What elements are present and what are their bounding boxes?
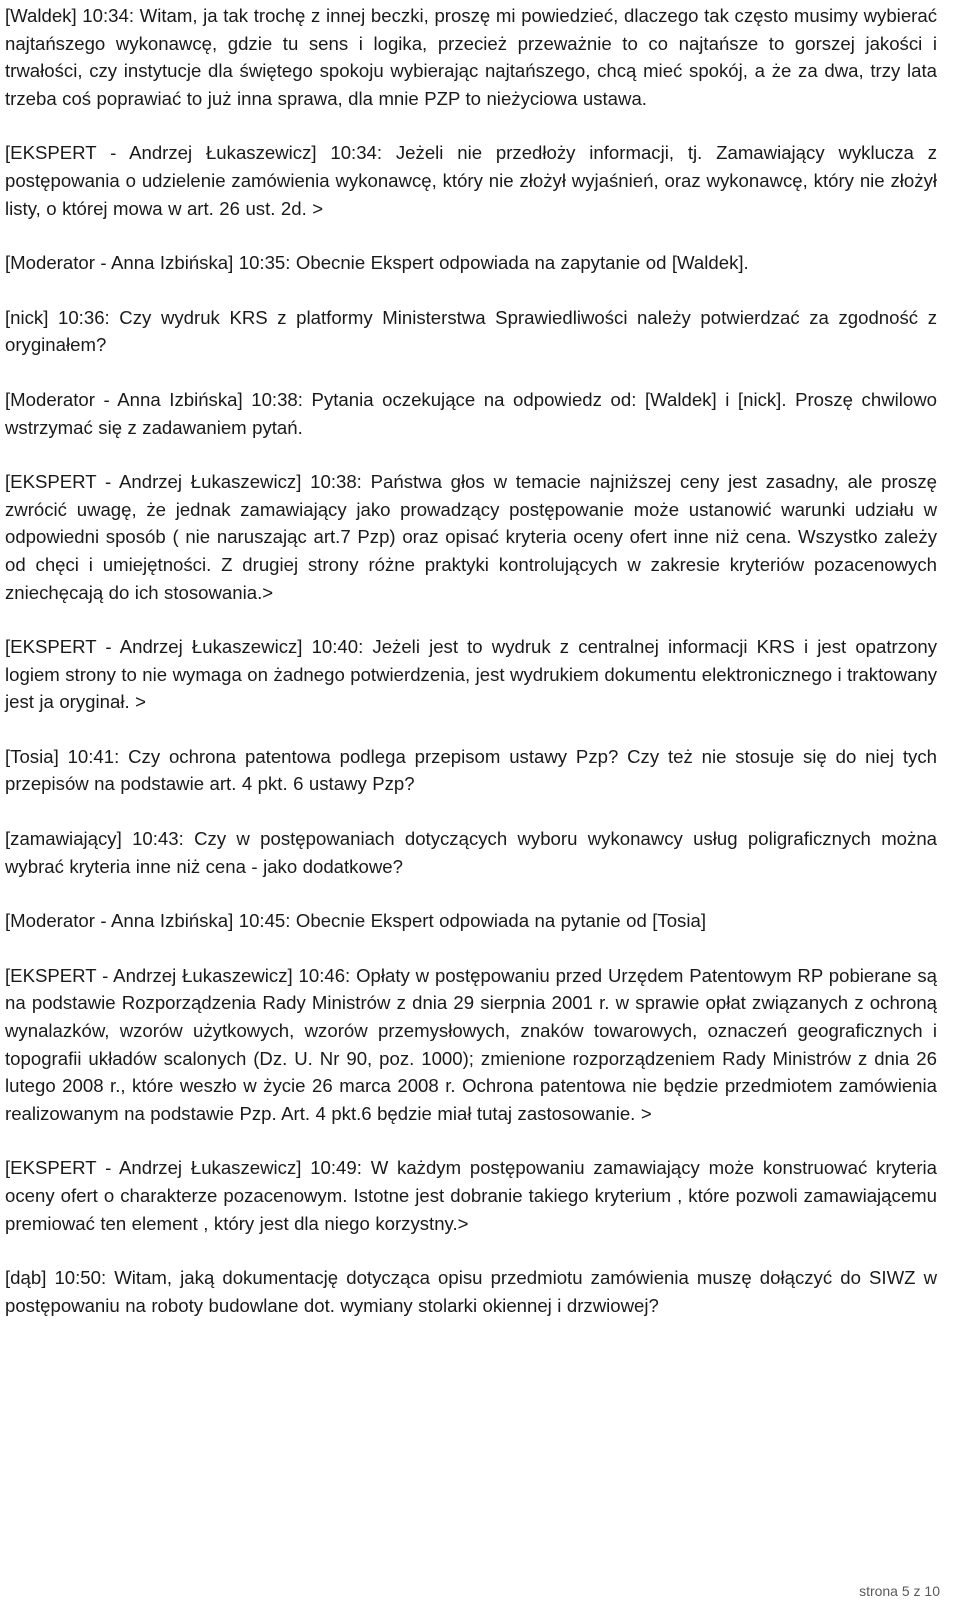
message-ekspert-1034: [EKSPERT - Andrzej Łukaszewicz] 10:34: Jeżeli nie przedłoży informacji, tj. Zamawiający wyklucza z postępowania o udzielenie zamówienia wykonawcę, który nie złożył wyjaśnień, oraz wykonawcę, który nie złożył listy, o której mowa w art. 26 ust. 2d. > — [5, 142, 937, 219]
message-tosia-1041: [Tosia] 10:41: Czy ochrona patentowa podlega przepisom ustawy Pzp? Czy też nie stosuje się do niej tych przepisów na podstawie art. 4 pkt. 6 ustawy Pzp? — [5, 745, 937, 795]
page-number: strona 5 z 10 — [859, 1583, 940, 1599]
message-ekspert-1046: [EKSPERT - Andrzej Łukaszewicz] 10:46: Opłaty w postępowaniu przed Urzędem Patentowym RP pobierane są na podstawie Rozporządzenia Rady Ministrów z dnia 29 sierpnia 2001 r. w sprawie opłat związanych z ochroną wynalazków, wzorów użytkowych, wzorów przemysłowych, znaków towarowych, oznaczeń geograficznych i topografii układów scalonych (Dz. U. Nr 90, poz. 1000); zmienione rozporządzeniem Rady Ministrów z dnia 26 lutego 2008 r., które weszło w życie 26 marca 2008 r. Ochrona patentowa nie będzie przedmiotem zamówienia realizowanym na podstawie Pzp. Art. 4 pkt.6 będzie miał tutaj zastosowanie. > — [5, 964, 937, 1124]
message-moderator-1045: [Moderator - Anna Izbińska] 10:45: Obecnie Ekspert odpowiada na pytanie od [Tosia] — [5, 910, 706, 932]
message-dab-1050: [dąb] 10:50: Witam, jaką dokumentację dotycząca opisu przedmiotu zamówienia muszę dołączyć do SIWZ w postępowaniu na roboty budowlane dot. wymiany stolarki okiennej i drzwiowej? — [5, 1267, 937, 1316]
message-zamawiajacy-1043: [zamawiający] 10:43: Czy w postępowaniach dotyczących wyboru wykonawcy usług poligraficznych można wybrać kryteria inne niż cena - jako dodatkowe? — [5, 828, 937, 877]
message-ekspert-1049: [EKSPERT - Andrzej Łukaszewicz] 10:49: W każdym postępowaniu zamawiający może konstruować kryteria oceny ofert o charakterze pozacenowym. Istotne jest dobranie takiego kryterium , które pozwoli zamawiającemu premiować ten element , który jest dla niego korzystny.> — [5, 1157, 937, 1234]
message-nick-1036: [nick] 10:36: Czy wydruk KRS z platformy Ministerstwa Sprawiedliwości należy potwierdzać za zgodność z oryginałem? — [5, 306, 937, 356]
chat-transcript — [5, 2, 937, 1346]
message-ekspert-1038: [EKSPERT - Andrzej Łukaszewicz] 10:38: Państwa głos w temacie najniższej ceny jest zasadny, ale proszę zwrócić uwagę, że jednak zamawiający jako prowadzący postępowanie może ustanowić warunki udziału w odpowiedni sposób ( nie naruszając art.7 Pzp) oraz opisać kryteria oceny ofert inne niż cena. Wszystko zależy od chęci i umiejętności. Z drugiej strony różne praktyki kontrolujących w zakresie kryteriów pozacenowych zniechęcają do ich stosowania.> — [5, 471, 937, 603]
message-moderator-1035: [Moderator - Anna Izbińska] 10:35: Obecnie Ekspert odpowiada na zapytanie od [Waldek]. — [5, 252, 749, 274]
message-moderator-1038: [Moderator - Anna Izbińska] 10:38: Pytania oczekujące na odpowiedz od: [Waldek] i [nick]. Proszę chwilowo wstrzymać się z zadawaniem pytań. — [5, 388, 937, 438]
message-waldek-1034: [Waldek] 10:34: Witam, ja tak trochę z innej beczki, proszę mi powiedzieć, dlaczego tak często musimy wybierać najtańszego wykonawcę, gdzie tu sens i logika, przecież przeważnie to co najtańsze to gorszej jakości i trwałości, czy instytucje dla świętego spokoju wybierając najtańszego, chcą mieć spokój, a że za dwa, trzy lata trzeba coś poprawiać to już inna sprawa, dla mnie PZP to nieżyciowa ustawa. — [5, 5, 937, 109]
message-ekspert-1040: [EKSPERT - Andrzej Łukaszewicz] 10:40: Jeżeli jest to wydruk z centralnej informacji KRS i jest opatrzony logiem strony to nie wymaga on żadnego potwierdzenia, jest wydrukiem dokumentu elektronicznego i traktowany jest ja oryginał. > — [5, 636, 938, 713]
